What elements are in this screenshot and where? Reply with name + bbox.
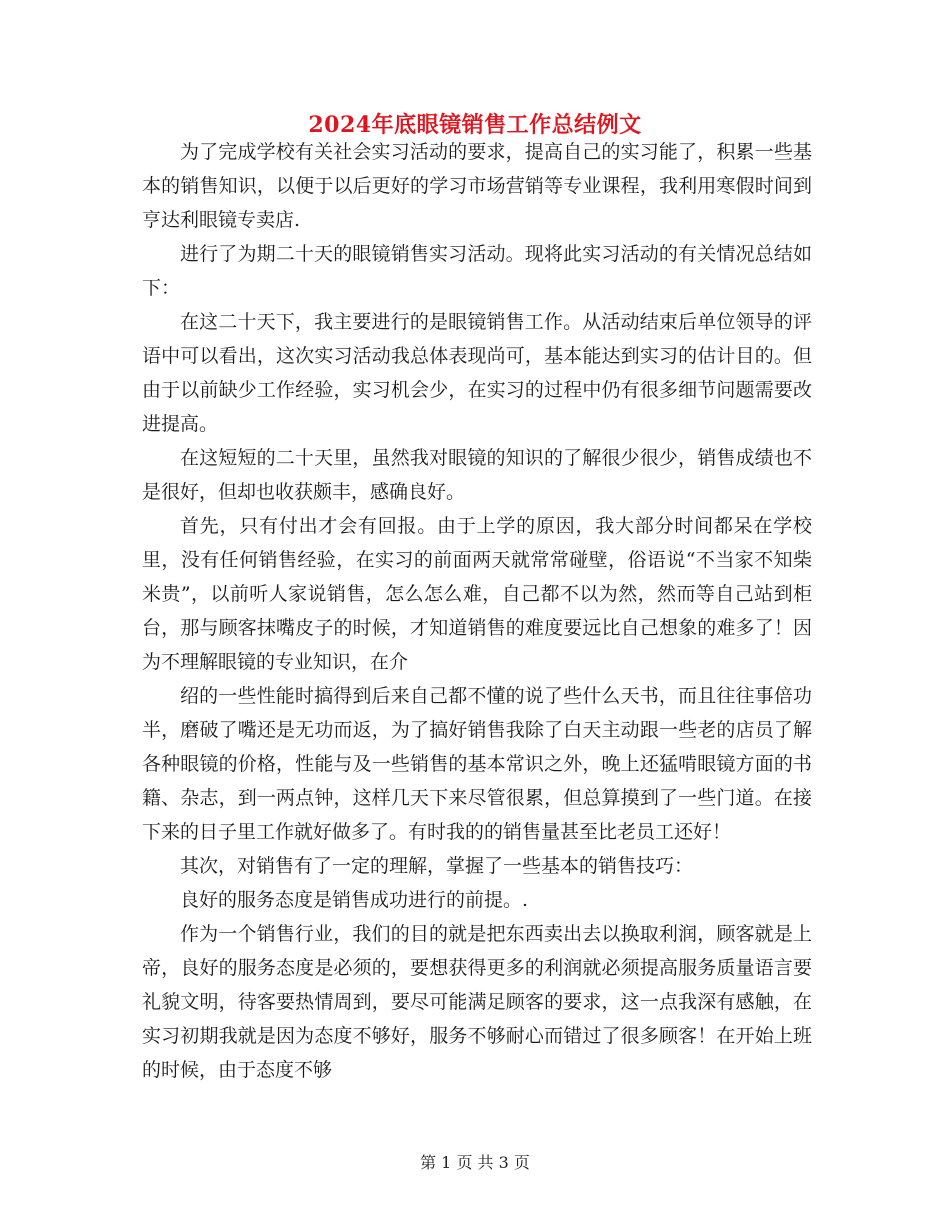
paragraph: 绍的一些性能时搞得到后来自己都不懂的说了些什么天书，而且往往事倍功半，磨破了嘴还是无功而返，为了搞好销售我除了白天主动跟一些老的店员了解各种眼镜的价格，性能与及一些销售的基本常识之外，晚上还猛啃眼镜方面的书籍、杂志，到一两点钟，这样几天下来尽管很累，但总算摸到了一些门道。在接下来的日子里工作就好做多了。有时我的的销售量甚至比老员工还好！ — [142, 685, 812, 843]
document-title: 2024年底眼镜销售工作总结例文 — [308, 112, 642, 138]
paragraph: 作为一个销售行业，我们的目的就是把东西卖出去以换取利润，顾客就是上帝，良好的服务态度是必须的，要想获得更多的利润就必须提高服务质量语言要礼貌文明，待客要热情周到，要尽可能满足顾客的要求，这一点我深有感触，在实习初期我就是因为态度不够好，服务不够耐心而错过了很多顾客！在开始上班的时候，由于态度不够 — [142, 923, 812, 1081]
paragraph: 在这短短的二十天里，虽然我对眼镜的知识的了解很少很少，销售成绩也不是很好，但却也收获颇丰，感确良好。 — [142, 447, 812, 503]
paragraph: 进行了为期二十天的眼镜销售实习活动。现将此实习活动的有关情况总结如下： — [142, 243, 812, 299]
paragraph: 良好的服务态度是销售成功进行的前提。. — [180, 889, 529, 911]
paragraph: 在这二十天下，我主要进行的是眼镜销售工作。从活动结束后单位领导的评语中可以看出，这次实习活动我总体表现尚可，基本能达到实习的估计目的。但由于以前缺少工作经验，实习机会少，在实习的过程中仍有很多细节问题需要改进提高。 — [142, 311, 812, 435]
document-body — [142, 135, 812, 1087]
paragraph: 其次，对销售有了一定的理解，掌握了一些基本的销售技巧： — [180, 855, 694, 877]
page-number-footer: 第 1 页 共 3 页 — [420, 1153, 530, 1172]
paragraph: 首先，只有付出才会有回报。由于上学的原因，我大部分时间都呆在学校里，没有任何销售经验，在实习的前面两天就常常碰壁，俗语说“不当家不知柴米贵”，以前听人家说销售，怎么怎么难，自己都不以为然，然而等自己站到柜台，那与顾客抹嘴皮子的时候，才知道销售的难度要远比自己想象的难多了！因为不理解眼镜的专业知识，在介 — [142, 515, 812, 673]
paragraph: 为了完成学校有关社会实习活动的要求，提高自己的实习能了，积累一些基本的销售知识，以便于以后更好的学习市场营销等专业课程，我利用寒假时间到亨达利眼镜专卖店. — [142, 141, 812, 231]
